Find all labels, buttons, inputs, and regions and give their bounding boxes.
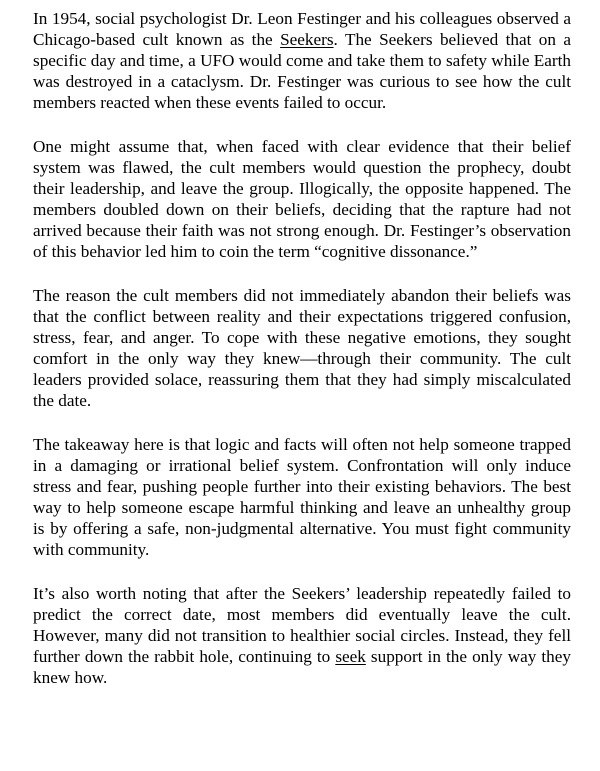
paragraph-3-text: The reason the cult members did not immediately abandon their beliefs was that the conflict between reality and their expectations triggered confusion, stress, fear, and anger. To cope with these negative emotions, they sought comfort in the only way they knew—through their community. The cult leaders provided solace, reassuring them that they had simply miscalculated the date.: [33, 286, 571, 410]
document-body: [33, 8, 571, 711]
paragraph-5-text-cont: support in the only way they knew how.: [33, 647, 571, 687]
paragraph-1: [33, 8, 571, 113]
paragraph-2-text: One might assume that, when faced with clear evidence that their belief system was flawed, the cult members would question the prophecy, doubt their leadership, and leave the group. Illogically, the opposite happened. The members doubled down on their beliefs, deciding that the rapture had not arrived because their faith was not strong enough. Dr. Festinger’s observation of this behavior led him to coin the term “cognitive dissonance.”: [33, 137, 571, 261]
paragraph-4-text: The takeaway here is that logic and facts will often not help someone trapped in a damaging or irrational belief system. Confrontation will only induce stress and fear, pushing people further into their existing behaviors. The best way to help someone escape harmful thinking and leave an unhealthy group is by offering a safe, non-judgmental alternative. You must fight community with community.: [33, 435, 571, 559]
paragraph-4: [33, 434, 571, 560]
paragraph-2: [33, 136, 571, 262]
paragraph-1-text: In 1954, social psychologist Dr. Leon Festinger and his colleagues observed a Chicago-based cult known as the: [33, 9, 571, 49]
seek-link[interactable]: seek: [335, 647, 366, 666]
seekers-link[interactable]: Seekers: [280, 30, 334, 49]
paragraph-3: [33, 285, 571, 411]
paragraph-5: [33, 583, 571, 688]
paragraph-5-text: It’s also worth noting that after the Seekers’ leadership repeatedly failed to predict the correct date, most members did eventually leave the cult. However, many did not transition to healthier social circles. Instead, they fell further down the rabbit hole, continuing to: [33, 584, 571, 666]
paragraph-1-text-cont: . The Seekers believed that on a specific day and time, a UFO would come and take them to safety while Earth was destroyed in a cataclysm. Dr. Festinger was curious to see how the cult members reacted when these events failed to occur.: [33, 30, 572, 112]
